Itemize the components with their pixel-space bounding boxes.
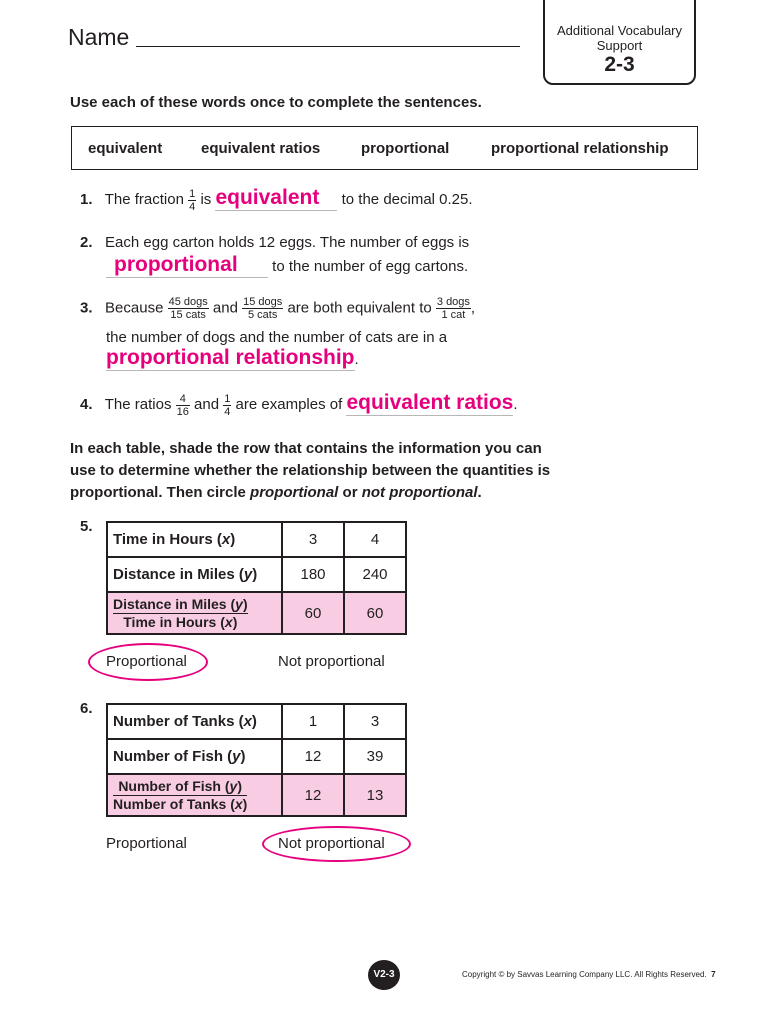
- table-row: Number of Fish (y) 12 39: [107, 739, 406, 774]
- option-not-proportional[interactable]: Not proportional: [278, 835, 385, 852]
- question-1: 1. The fraction $\frac{1}{4}$ is equivalent to the decimal 0.25.: [80, 186, 473, 213]
- option-proportional[interactable]: Proportional: [106, 653, 187, 670]
- fraction: $\frac{\text{3 dogs}}{\text{1 cat}}$: [436, 296, 470, 321]
- word-bank: [71, 126, 698, 170]
- answer-blank[interactable]: equivalent ratios: [346, 391, 514, 414]
- question-2-line2: proportional to the number of egg cartons.: [106, 253, 468, 278]
- answer-blank[interactable]: proportional: [106, 253, 268, 278]
- instructions-1: Use each of these words once to complete the sentences.: [70, 94, 482, 111]
- page-number: 7: [711, 970, 716, 979]
- fraction: $\frac{\text{45 dogs}}{\text{15 cats}}$: [168, 296, 208, 321]
- table-row: Number of Tanks (x) 1 3: [107, 704, 406, 739]
- table-6: [106, 703, 407, 817]
- answer-blank[interactable]: proportional relationship: [106, 346, 355, 369]
- copyright: Copyright © by Savvas Learning Company LLC. All Rights Reserved. 7: [462, 970, 716, 979]
- option-proportional[interactable]: Proportional: [106, 835, 187, 852]
- word-bank-item: proportional: [361, 140, 450, 157]
- question-2: 2. Each egg carton holds 12 eggs. The number of eggs is: [80, 234, 470, 251]
- table-5: [106, 521, 407, 635]
- option-not-proportional[interactable]: Not proportional: [278, 653, 385, 670]
- table-6-number: 6.: [80, 700, 93, 717]
- fraction: $\frac{1}{4}$: [189, 187, 196, 213]
- instructions-2: In each table, shade the row that contains the information you can use to determine whether the relationship between the quantities is proportional. Then circle proportional or not proportional.: [70, 440, 551, 501]
- fraction: $\frac{4}{16}$: [176, 392, 189, 418]
- table-row-shaded[interactable]: Number of Fish (y) Number of Tanks (x) 12 13: [107, 774, 406, 816]
- page-badge: V2-3: [368, 960, 400, 990]
- question-3-line2: the number of dogs and the number of cats are in a: [106, 329, 448, 346]
- tab-code: 2-3: [604, 53, 635, 76]
- word-bank-item: equivalent: [88, 140, 163, 157]
- table-row: Distance in Miles (y) 180 240: [107, 557, 406, 592]
- name-field[interactable]: [136, 46, 520, 47]
- fraction: $\frac{\text{15 dogs}}{\text{5 cats}}$: [243, 296, 283, 321]
- lesson-tab: [543, 0, 696, 85]
- name-label: Name: [68, 24, 130, 50]
- answer-blank[interactable]: equivalent: [215, 186, 337, 211]
- question-3: 3. Because $\frac{\text{45 dogs}}{\text{15 cats}}$ and $\frac{\text{15 dogs}}{\text{5 cats}}$ are both equivalent to $\frac{\text{3 dogs}}{\text{1 cat}}$ ,: [80, 296, 476, 321]
- question-3-line3: proportional relationship.: [106, 346, 359, 369]
- tab-title: Additional Vocabulary Support: [556, 23, 683, 53]
- word-bank-item: equivalent ratios: [201, 140, 321, 157]
- table-5-number: 5.: [80, 518, 93, 535]
- question-4: 4. The ratios $\frac{4}{16}$ and $\frac{1}{4}$ are examples of equivalent ratios.: [80, 391, 518, 418]
- table-row-shaded[interactable]: Distance in Miles (y) Time in Hours (x) 60 60: [107, 592, 406, 634]
- table-row: Time in Hours (x) 3 4: [107, 522, 406, 557]
- fraction: $\frac{1}{4}$: [224, 392, 231, 418]
- word-bank-item: proportional relationship: [491, 140, 669, 157]
